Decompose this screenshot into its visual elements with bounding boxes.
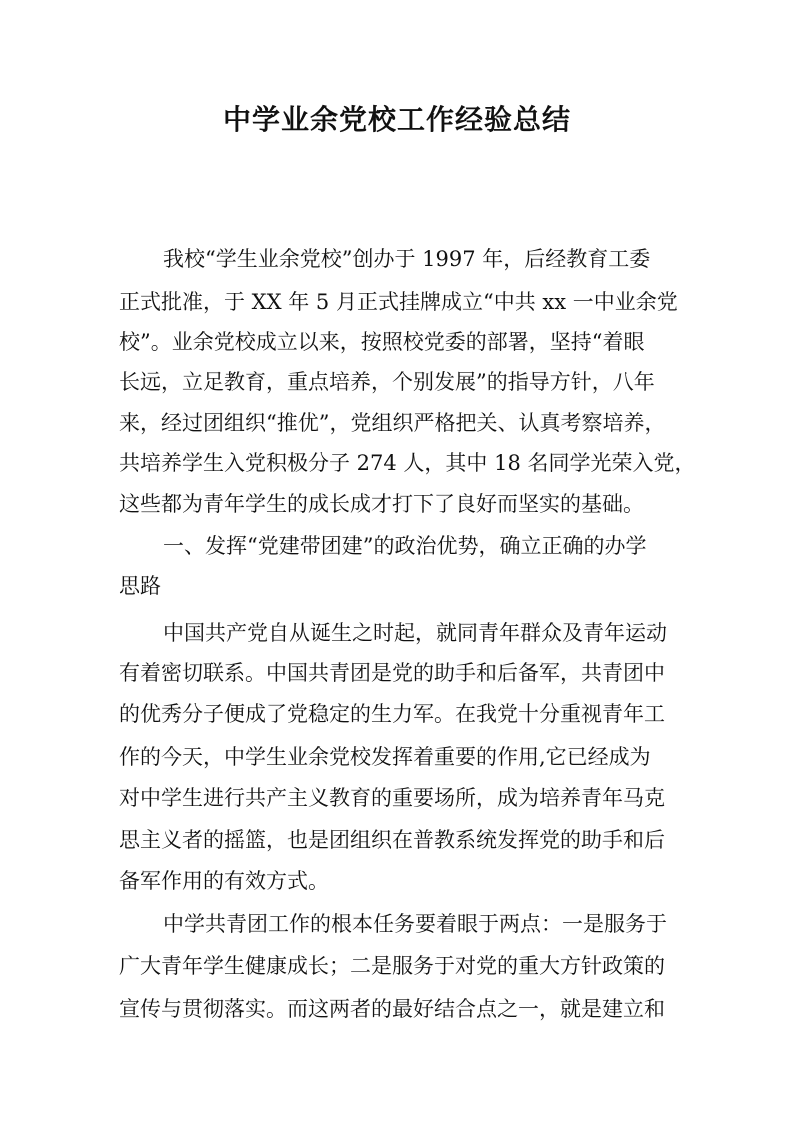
paragraph-2-line-6: 思主义者的摇篮，也是团组织在普教系统发挥党的助手和后 [119, 828, 665, 852]
paragraph-3-line-1: 中学共青团工作的根本任务要着眼于两点：一是服务于 [163, 912, 667, 936]
document-title: 中学业余党校工作经验总结 [222, 103, 571, 136]
paragraph-1-line-1: 我校“学生业余党校”创办于 1997 年，后经教育工委 [163, 247, 651, 271]
paragraph-2-line-1: 中国共产党自从诞生之时起，就同青年群众及青年运动 [163, 621, 667, 645]
section-heading-line-2: 思路 [119, 574, 161, 598]
paragraph-3-line-2: 广大青年学生健康成长；二是服务于对党的重大方针政策的 [119, 954, 665, 978]
paragraph-2-line-7: 备军作用的有效方式。 [119, 869, 329, 893]
paragraph-2-line-5: 对中学生进行共产主义教育的重要场所，成为培养青年马克 [119, 786, 665, 810]
paragraph-1-line-3: 校”。业余党校成立以来，按照校党委的部署，坚持“着眼 [119, 330, 645, 354]
paragraph-2-line-2: 有着密切联系。中国共青团是党的助手和后备军，共青团中 [119, 661, 665, 685]
section-heading-line-1: 一、发挥“党建带团建”的政治优势，确立正确的办学 [163, 534, 647, 558]
paragraph-1-line-2: 正式批准，于 XX 年 5 月正式挂牌成立“中共 xx 一中业余党 [119, 290, 678, 314]
paragraph-1-line-5: 来，经过团组织“推优”，党组织严格把关、认真考察培养， [119, 411, 666, 435]
paragraph-3-line-3: 宣传与贯彻落实。而这两者的最好结合点之一，就是建立和 [119, 997, 665, 1021]
paragraph-2-line-4: 作的今天，中学生业余党校发挥着重要的作用,它已经成为 [119, 745, 651, 769]
paragraph-1-line-7: 这些都为青年学生的成长成才打下了良好而坚实的基础。 [119, 492, 644, 516]
paragraph-2-line-3: 的优秀分子便成了党稳定的生力军。在我党十分重视青年工 [119, 702, 665, 726]
paragraph-1-line-4: 长远，立足教育，重点培养，个别发展”的指导方针，八年 [119, 370, 655, 394]
paragraph-1-line-6: 共培养学生入党积极分子 274 人，其中 18 名同学光荣入党， [119, 451, 696, 475]
